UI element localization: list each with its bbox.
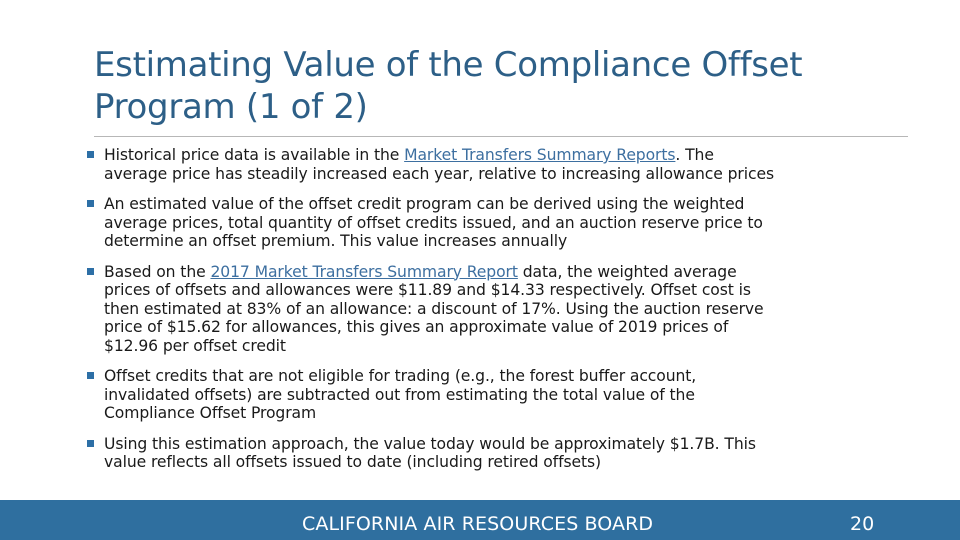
square-bullet-icon bbox=[87, 200, 94, 207]
bullet-line: invalidated offsets) are subtracted out from estimating the total value of the bbox=[104, 385, 695, 404]
bullet-item bbox=[86, 195, 876, 251]
bullet-list bbox=[86, 146, 876, 472]
slide-title-line-1: Estimating Value of the Compliance Offset bbox=[94, 45, 803, 85]
bullet-line: Historical price data is available in the Market Transfers Summary Reports. The bbox=[104, 146, 714, 164]
bullet-line: average prices, total quantity of offset credits issued, and an auction reserve price to bbox=[104, 213, 763, 232]
bullet-line: determine an offset premium. This value increases annually bbox=[104, 232, 568, 250]
bullet-item bbox=[86, 435, 876, 472]
bullet-line: average price has steadily increased each year, relative to increasing allowance prices bbox=[104, 164, 774, 183]
square-bullet-icon bbox=[87, 268, 94, 275]
bullet-item bbox=[86, 263, 876, 356]
square-bullet-icon bbox=[87, 440, 94, 447]
bullet-line: $12.96 per offset credit bbox=[104, 336, 286, 355]
slide-title-line-2: Program (1 of 2) bbox=[94, 87, 368, 127]
market-transfers-summary-reports-link[interactable]: Market Transfers Summary Reports bbox=[404, 146, 676, 164]
bullet-line: Using this estimation approach, the value today would be approximately $1.7B. This bbox=[104, 434, 756, 453]
slide-title bbox=[94, 44, 914, 128]
square-bullet-icon bbox=[87, 151, 94, 158]
bullet-line: An estimated value of the offset credit program can be derived using the weighted bbox=[104, 195, 745, 213]
bullet-line: prices of offsets and allowances were $11.89 and $14.33 respectively. Offset cost is bbox=[104, 281, 751, 299]
footer-bar bbox=[0, 500, 960, 540]
bullet-line: Compliance Offset Program bbox=[104, 404, 317, 422]
page-number: 20 bbox=[850, 513, 875, 535]
bullet-line: then estimated at 83% of an allowance: a discount of 17%. Using the auction reserve bbox=[104, 299, 764, 318]
footer-organization: CALIFORNIA AIR RESOURCES BOARD bbox=[302, 513, 654, 535]
title-divider bbox=[94, 136, 908, 137]
bullet-line: Offset credits that are not eligible for trading (e.g., the forest buffer account, bbox=[104, 367, 697, 385]
bullet-line: Based on the 2017 Market Transfers Summary Report data, the weighted average bbox=[104, 262, 737, 281]
bullet-item bbox=[86, 367, 876, 423]
2017-market-transfers-summary-report-link[interactable]: 2017 Market Transfers Summary Report bbox=[210, 262, 518, 281]
bullet-item bbox=[86, 146, 876, 183]
bullet-line: price of $15.62 for allowances, this gives an approximate value of 2019 prices of bbox=[104, 318, 729, 336]
bullet-line: value reflects all offsets issued to date (including retired offsets) bbox=[104, 453, 601, 471]
square-bullet-icon bbox=[87, 372, 94, 379]
